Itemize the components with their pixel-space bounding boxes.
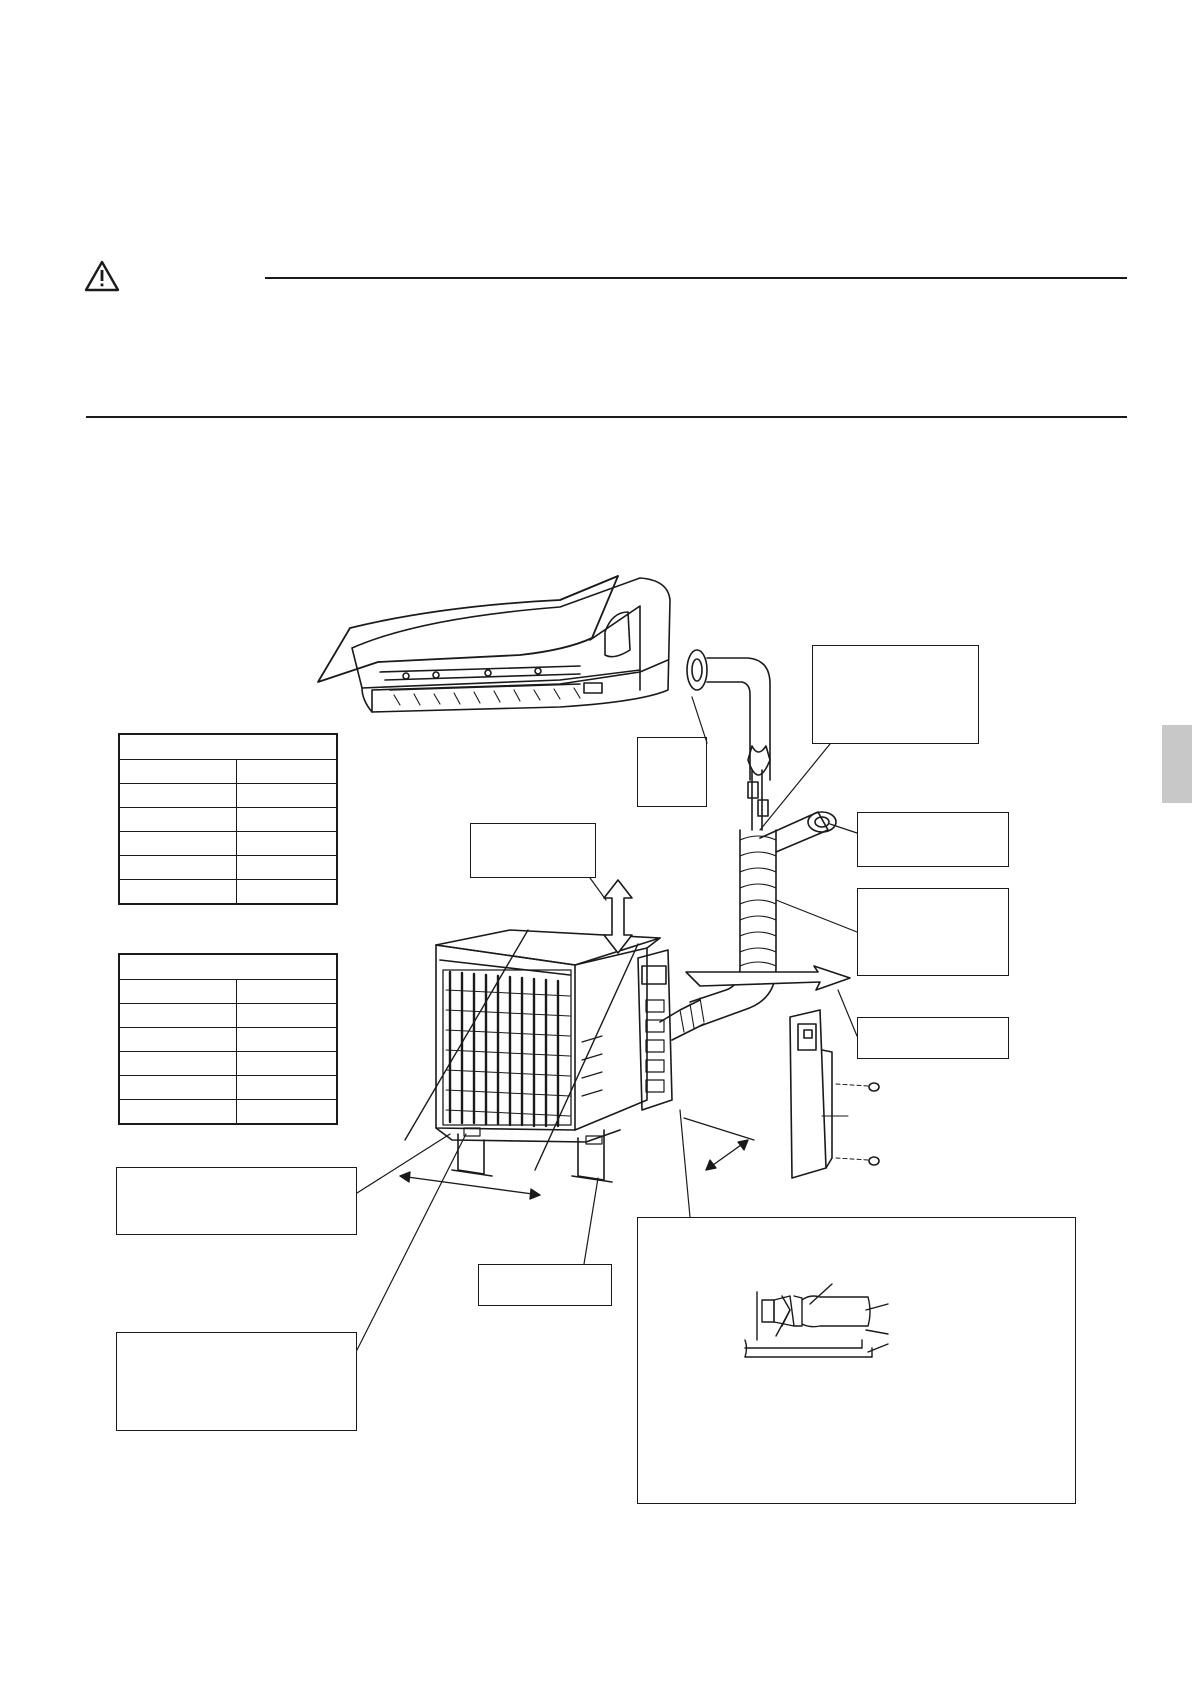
table-cell [119, 880, 237, 905]
table-cell [237, 1028, 338, 1052]
table-cell [119, 808, 237, 832]
indoor-unit-table [118, 733, 338, 905]
table-cell [119, 1028, 237, 1052]
outdoor-unit-drawing [405, 930, 672, 1182]
service-space-callout [470, 823, 596, 878]
indoor-table-header [119, 734, 337, 760]
table-cell [119, 1052, 237, 1076]
table-cell [119, 980, 237, 1004]
anchor-bolt-callout [478, 1264, 612, 1306]
caution-bottom-rule [86, 416, 1127, 418]
piping-callout [812, 645, 979, 744]
table-cell [119, 832, 237, 856]
outdoor-unit-table [118, 953, 338, 1125]
table-cell [237, 784, 338, 808]
table-cell [237, 880, 338, 905]
outdoor-table-header [119, 954, 337, 980]
side-index-tab [1162, 725, 1192, 803]
caution-top-rule [265, 277, 1127, 279]
clearance-callout [116, 1167, 357, 1235]
drain-hose-callout [857, 812, 1009, 867]
table-cell [237, 1052, 338, 1076]
table-cell [119, 1076, 237, 1100]
table-cell [119, 856, 237, 880]
table-cell [237, 808, 338, 832]
table-cell [237, 832, 338, 856]
connection-cover-callout [857, 1017, 1009, 1059]
foundation-callout [116, 1332, 357, 1431]
insulation-callout [857, 888, 1009, 976]
table-cell [237, 1004, 338, 1028]
table-cell [237, 1100, 338, 1125]
table-cell [119, 1004, 237, 1028]
table-cell [119, 784, 237, 808]
table-cell [119, 1100, 237, 1125]
table-cell [237, 760, 338, 784]
flare-connection-callout [637, 1217, 1076, 1504]
table-cell [119, 760, 237, 784]
table-cell [237, 980, 338, 1004]
wall-sleeve-callout [637, 737, 707, 807]
indoor-unit-drawing [318, 576, 670, 712]
table-cell [237, 856, 338, 880]
table-cell [237, 1076, 338, 1100]
warning-triangle-icon [84, 260, 120, 292]
